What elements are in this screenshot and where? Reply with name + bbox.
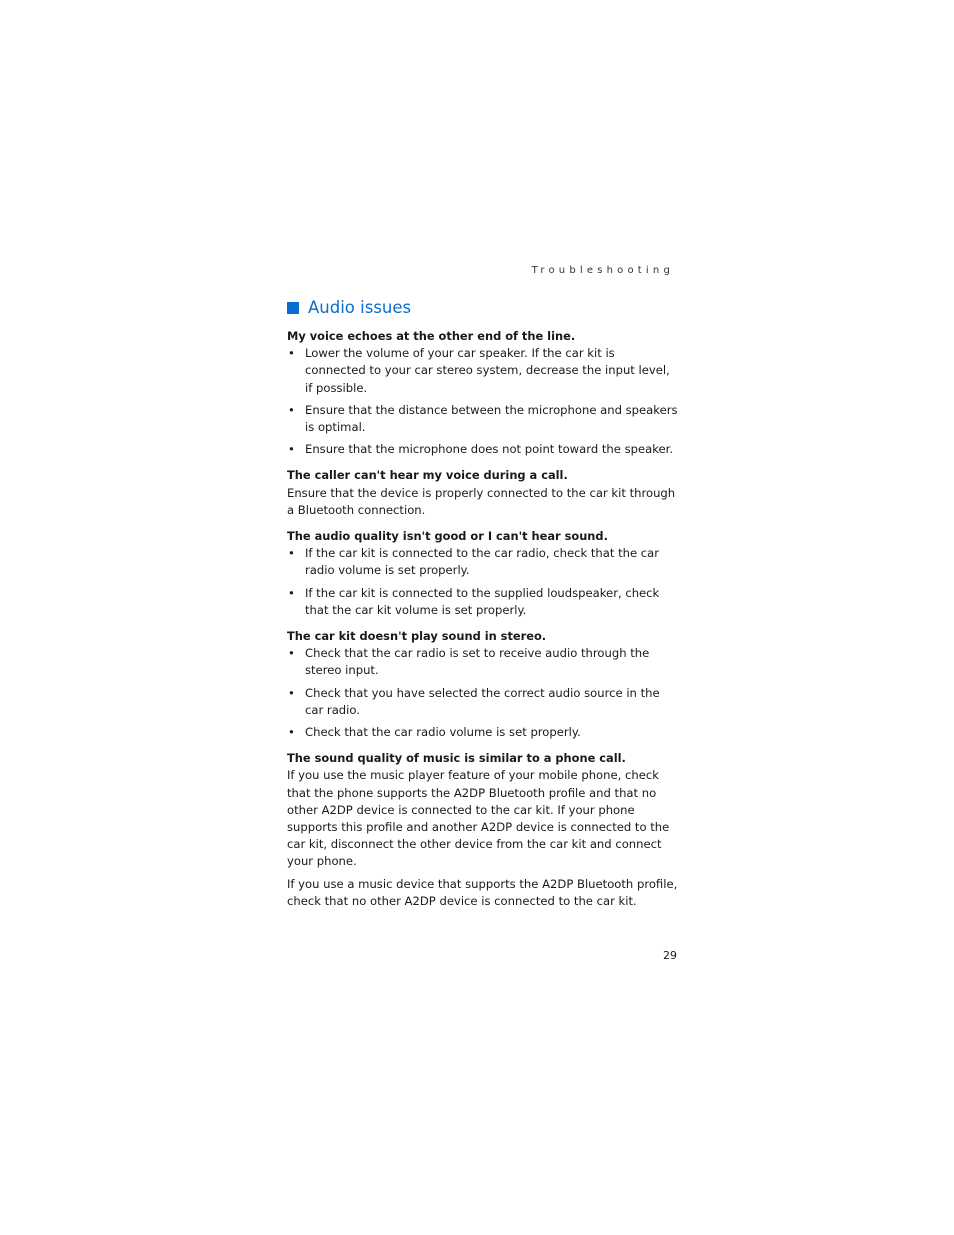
bullet-list xyxy=(287,545,679,619)
paragraph: If you use the music player feature of your mobile phone, check that the phone supports the A2DP Bluetooth profile and that no other A2DP device is connected to the car kit. If your phone supports this profile and another A2DP device is connected to the car kit, disconnect the other device from the car kit and connect your phone. xyxy=(287,768,670,869)
page-number: 29 xyxy=(663,949,677,962)
list-item: • Ensure that the distance between the microphone and speakers is optimal. xyxy=(287,402,679,436)
section-square-icon xyxy=(287,302,299,314)
bullet-list xyxy=(287,345,679,458)
section-title-text: Audio issues xyxy=(308,298,412,317)
paragraph: Ensure that the device is properly connected to the car kit through a Bluetooth connection. xyxy=(287,485,676,517)
section-title xyxy=(287,297,679,319)
list-item: • Check that the car radio volume is set properly. xyxy=(287,724,679,741)
paragraph: If you use a music device that supports the A2DP Bluetooth profile, check that no other A2DP device is connected to the car kit. xyxy=(287,876,678,908)
troubleshooting-block xyxy=(287,628,679,741)
page-content xyxy=(287,297,679,919)
troubleshooting-block xyxy=(287,467,679,519)
question-heading: The car kit doesn't play sound in stereo. xyxy=(287,629,547,644)
bullet-list xyxy=(287,645,679,741)
question-heading: The caller can't hear my voice during a call. xyxy=(287,468,568,483)
list-item: • If the car kit is connected to the supplied loudspeaker, check that the car kit volume is set properly. xyxy=(287,585,679,619)
troubleshooting-block xyxy=(287,750,679,910)
list-item: • Lower the volume of your car speaker. If the car kit is connected to your car stereo system, decrease the input level, if possible. xyxy=(287,345,679,397)
question-heading: My voice echoes at the other end of the line. xyxy=(287,329,576,343)
list-item: • Ensure that the microphone does not point toward the speaker. xyxy=(287,441,679,458)
question-heading: The audio quality isn't good or I can't hear sound. xyxy=(287,529,608,544)
list-item: • If the car kit is connected to the car radio, check that the car radio volume is set properly. xyxy=(287,545,679,579)
troubleshooting-block xyxy=(287,328,679,458)
question-heading: The sound quality of music is similar to a phone call. xyxy=(287,751,626,766)
list-item: • Check that the car radio is set to receive audio through the stereo input. xyxy=(287,645,679,679)
running-header: Troubleshooting xyxy=(531,265,674,276)
list-item: • Check that you have selected the correct audio source in the car radio. xyxy=(287,685,679,719)
troubleshooting-block xyxy=(287,528,679,619)
